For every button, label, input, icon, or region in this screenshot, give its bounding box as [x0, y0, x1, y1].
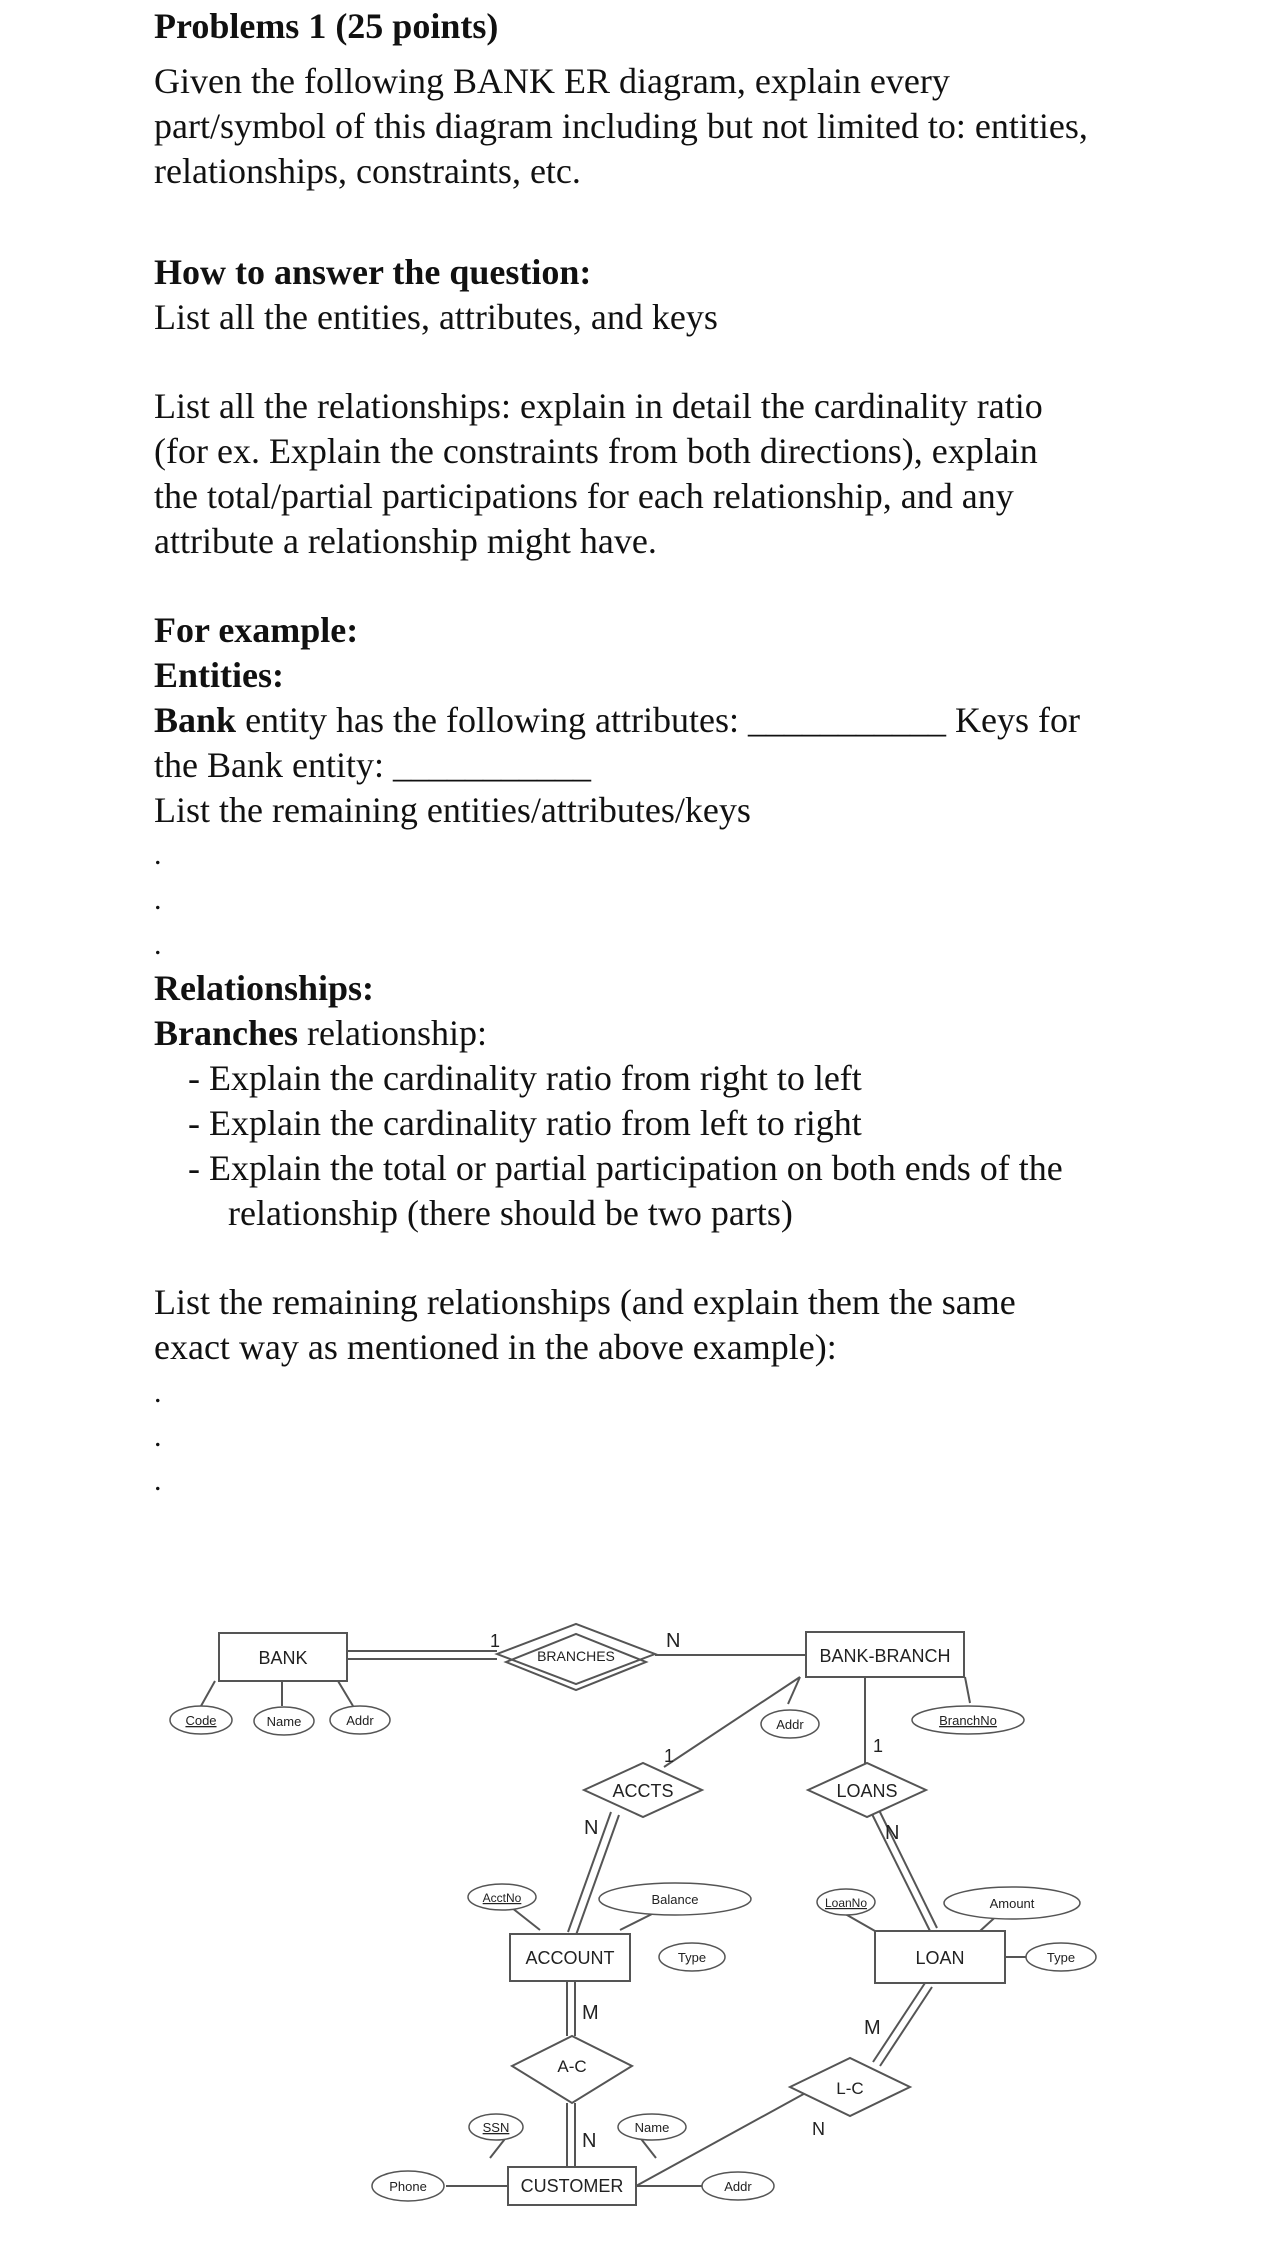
- attr-customer-name: Name: [634, 2120, 670, 2135]
- attr-branch-no: BranchNo: [939, 1713, 997, 1728]
- how-line: List all the entities, attributes, and keys: [154, 297, 718, 337]
- rel-branches: BRANCHES: [537, 1648, 615, 1664]
- card-accts-account: N: [584, 1817, 599, 1839]
- bank-attributes-text: entity has the following attributes: ___________ Keys for: [236, 700, 1080, 740]
- attr-balance: Balance: [651, 1892, 699, 1907]
- example-heading: For example:: [154, 610, 359, 650]
- entity-bank-branch: BANK-BRANCH: [819, 1646, 951, 1666]
- ellipsis-dot: .: [154, 1376, 162, 1409]
- card-loans-branch: 1: [873, 1736, 884, 1756]
- card-accts-branch: 1: [664, 1746, 675, 1766]
- attr-bank-addr: Addr: [346, 1713, 374, 1728]
- ellipsis-dot: .: [154, 1420, 162, 1453]
- rel-l-c: L-C: [836, 2079, 864, 2098]
- attr-ssn: SSN: [482, 2120, 510, 2135]
- branches-label: Branches: [154, 1013, 298, 1053]
- rel-instruction-4: attribute a relationship might have.: [154, 521, 657, 561]
- bullet-item: - Explain the cardinality ratio from left to right: [188, 1103, 862, 1143]
- bullet-item: - Explain the cardinality ratio from right to left: [188, 1058, 862, 1098]
- card-ac-customer: N: [582, 2130, 597, 2152]
- remaining-rel-1: List the remaining relationships (and explain them the same: [154, 1282, 1016, 1322]
- ellipsis-dot: .: [154, 838, 162, 871]
- attr-loan-type: Type: [1046, 1950, 1076, 1965]
- attr-acct-no: AcctNo: [482, 1891, 522, 1905]
- attr-branch-addr: Addr: [776, 1717, 804, 1732]
- problem-heading: Problems 1 (25 points): [154, 6, 499, 46]
- bank-label: Bank: [154, 700, 237, 740]
- ellipsis-dot: .: [154, 1464, 162, 1497]
- intro-line-2: part/symbol of this diagram including but not limited to: entities,: [154, 106, 1088, 146]
- rel-instruction-1: List all the relationships: explain in detail the cardinality ratio: [154, 386, 1043, 426]
- ellipsis-dot: .: [154, 928, 162, 961]
- attr-code: Code: [185, 1713, 217, 1728]
- entity-account: ACCOUNT: [525, 1948, 615, 1968]
- attr-bank-name: Name: [266, 1714, 302, 1729]
- rel-instruction-2: (for ex. Explain the constraints from both directions), explain: [154, 431, 1038, 471]
- entity-loan: LOAN: [915, 1948, 965, 1968]
- relationships-heading: Relationships:: [154, 968, 375, 1008]
- remaining-entities: List the remaining entities/attributes/keys: [154, 790, 751, 830]
- rel-instruction-3: the total/partial participations for each relationship, and any: [154, 476, 1014, 516]
- rel-loans: LOANS: [836, 1781, 898, 1801]
- bullet-item: - Explain the total or partial participation on both ends of the: [188, 1148, 1063, 1188]
- attr-phone: Phone: [389, 2179, 427, 2194]
- card-lc-loan: M: [864, 2017, 881, 2039]
- entity-bank: BANK: [258, 1648, 308, 1668]
- card-branches-branch: N: [666, 1630, 681, 1652]
- ellipsis-dot: .: [154, 883, 162, 916]
- attr-customer-addr: Addr: [724, 2179, 752, 2194]
- rel-a-c: A-C: [557, 2057, 587, 2076]
- intro-line-3: relationships, constraints, etc.: [154, 151, 581, 191]
- bullet-continuation: relationship (there should be two parts): [228, 1193, 793, 1233]
- entity-customer: CUSTOMER: [520, 2176, 624, 2196]
- attr-loan-no: LoanNo: [824, 1896, 868, 1910]
- entities-heading: Entities:: [154, 655, 284, 695]
- rel-accts: ACCTS: [612, 1781, 674, 1801]
- branches-text: relationship:: [298, 1013, 487, 1053]
- how-heading: How to answer the question:: [154, 252, 592, 292]
- card-branches-bank: 1: [490, 1631, 501, 1651]
- attr-account-type: Type: [677, 1950, 707, 1965]
- card-ac-account: M: [582, 2002, 599, 2024]
- card-loans-loan: N: [885, 1822, 900, 1844]
- remaining-rel-2: exact way as mentioned in the above example):: [154, 1327, 837, 1367]
- intro-line-1: Given the following BANK ER diagram, explain every: [154, 61, 950, 101]
- bank-keys-line: the Bank entity: ___________: [154, 745, 591, 785]
- card-lc-customer: N: [812, 2119, 825, 2139]
- attr-amount: Amount: [989, 1896, 1035, 1911]
